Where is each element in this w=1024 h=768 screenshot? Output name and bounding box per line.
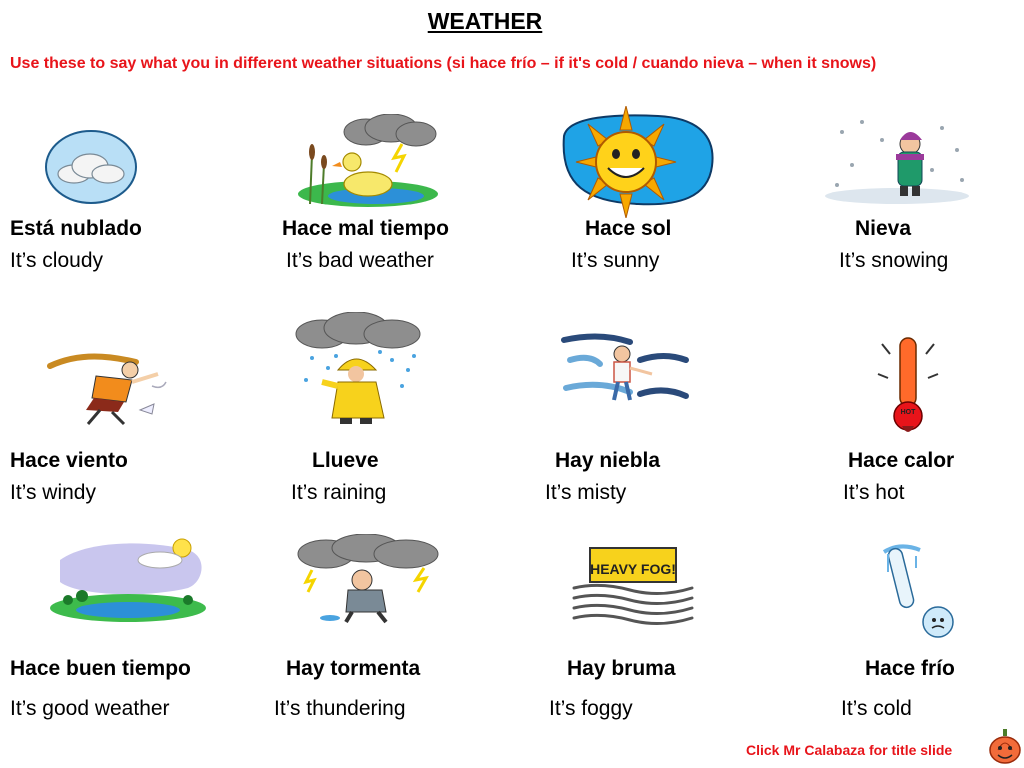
item-english: It’s thundering	[274, 697, 406, 720]
item-english: It’s sunny	[571, 249, 660, 272]
item-english: It’s snowing	[839, 249, 949, 272]
mist-person-icon	[560, 330, 690, 410]
instructions-text: Use these to say what you in different weather situations (si hace frío – if it's cold / cuando nieva – when it snows)	[10, 55, 877, 72]
item-english: It’s good weather	[10, 697, 170, 720]
page-title: WEATHER	[427, 8, 543, 34]
item-english: It’s windy	[10, 481, 96, 504]
good-weather-landscape-icon	[48, 534, 210, 624]
duck-storm-icon	[296, 114, 442, 210]
rain-raincoat-icon	[292, 312, 424, 428]
snow-person-icon	[822, 110, 972, 206]
title-slide-link[interactable]: Click Mr Calabaza for title slide	[746, 742, 953, 758]
hot-thermometer-icon	[872, 334, 948, 440]
cold-thermometer-icon	[880, 542, 964, 640]
item-english: It’s misty	[545, 481, 627, 504]
sun-icon	[558, 106, 718, 218]
item-english: It’s foggy	[549, 697, 633, 720]
heavy-fog-sign-icon	[570, 544, 696, 628]
item-spanish: Hace viento	[10, 449, 128, 472]
cloud-icon	[44, 130, 138, 205]
item-spanish: Nieva	[855, 217, 912, 240]
item-english: It’s raining	[291, 481, 387, 504]
item-spanish: Hay tormenta	[286, 657, 421, 680]
item-english: It’s hot	[843, 481, 905, 504]
fog-sign-text: HEAVY FOG!	[590, 561, 676, 577]
thermometer-label: HOT	[900, 409, 916, 416]
item-spanish: Hace buen tiempo	[10, 657, 191, 680]
item-english: It’s bad weather	[286, 249, 434, 272]
item-spanish: Llueve	[312, 449, 379, 472]
pumpkin-icon[interactable]	[988, 728, 1022, 766]
item-english: It’s cloudy	[10, 249, 103, 272]
storm-man-icon	[296, 534, 442, 626]
item-english: It’s cold	[841, 697, 912, 720]
item-spanish: Hay bruma	[567, 657, 676, 680]
item-spanish: Hace calor	[848, 449, 955, 472]
windy-girl-icon	[40, 346, 168, 428]
item-spanish: Hace frío	[865, 657, 955, 680]
item-spanish: Hay niebla	[555, 449, 661, 472]
item-spanish: Hace mal tiempo	[282, 217, 449, 240]
item-spanish: Hace sol	[585, 217, 672, 240]
item-spanish: Está nublado	[10, 217, 142, 240]
